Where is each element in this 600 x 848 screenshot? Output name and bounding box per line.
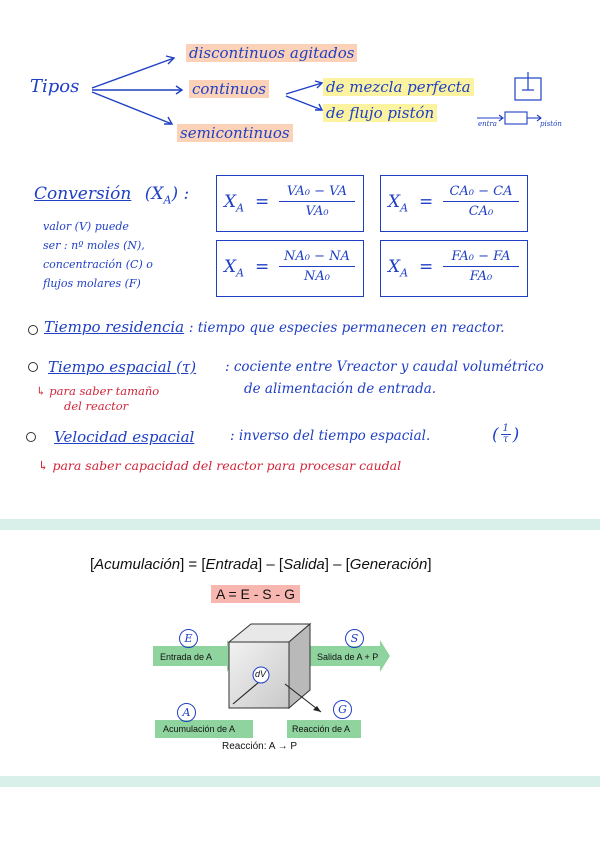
espacial-note-line2: del reactor (64, 399, 129, 413)
note-arrow-icon: ↳ (38, 458, 53, 473)
reaccion-label: Reacción de A (292, 724, 351, 734)
fraction-concentration (443, 184, 519, 219)
velocidad-note (38, 458, 401, 473)
fraction-volume (279, 184, 355, 219)
inverse-den: τ (502, 434, 509, 445)
conversion-symbol-close: ) : (171, 184, 190, 204)
espacial-note (36, 384, 159, 414)
circle-E-icon: E (179, 629, 198, 648)
bullet-circle (28, 362, 38, 372)
velocidad-fraction (492, 424, 519, 445)
formula-lhs: $X_A$ (388, 257, 409, 280)
fraction-numerator: NA₀ − NA (284, 249, 350, 264)
conversion-symbol: (X (144, 184, 164, 204)
mezcla-text: de mezcla perfecta (323, 78, 474, 96)
fraction-numerator: FA₀ − FA (451, 249, 511, 264)
conversion-note-line: concentración (C) o (43, 258, 153, 271)
formula-eq: = (419, 192, 434, 212)
formula-eq: = (419, 257, 434, 277)
velocidad-def: : inverso del tiempo espacial. (230, 428, 431, 444)
formula-box-concentration (380, 175, 528, 232)
formula-box-volume (216, 175, 364, 232)
fraction-moles (279, 249, 355, 284)
subtipo-mezcla (323, 78, 474, 96)
fraction-molar-flow (443, 249, 519, 284)
balance-short: A = E - S - G (211, 585, 300, 603)
residencia-term: Tiempo residencia (44, 318, 185, 336)
diagram-caption: Reacción: A → P (222, 741, 298, 752)
espacial-def-line2: de alimentación de entrada. (244, 381, 437, 397)
acumulacion-label: Acumulación de A (163, 724, 236, 734)
sketch-entra-label: entra (478, 120, 497, 128)
velocidad-note-text: para saber capacidad del reactor para procesar caudal (52, 458, 402, 473)
subtipo-flujo (323, 104, 437, 122)
tipo-semicontinuos (177, 124, 293, 142)
cube-dv-label: dV (255, 669, 267, 679)
circle-A-icon: A (177, 703, 196, 722)
balance-generacion: Generación (349, 556, 428, 573)
def-residencia (44, 318, 505, 336)
velocidad-term: Velocidad espacial (54, 428, 195, 446)
semicontinuos-text: semicontinuos (177, 124, 293, 142)
section-divider-top (0, 519, 600, 530)
conversion-title (34, 184, 189, 206)
flujo-text: de flujo pistón (323, 104, 437, 122)
formula-box-molar-flow (380, 240, 528, 297)
discontinuos-text: discontinuos agitados (186, 44, 357, 62)
formula-box-moles (216, 240, 364, 297)
fraction-numerator: CA₀ − CA (449, 184, 513, 199)
formula-lhs: $X_A$ (388, 192, 409, 215)
fraction-denominator: NA₀ (304, 269, 330, 284)
espacial-term: Tiempo espacial (τ) (48, 358, 197, 376)
stirred-tank-sketch (512, 72, 546, 102)
fraction-denominator: VA₀ (305, 204, 329, 219)
paren-close: ) (512, 424, 520, 445)
balance-salida: Salida (283, 556, 325, 573)
fraction-denominator: CA₀ (468, 204, 494, 219)
formula-lhs: $X_A$ (224, 257, 245, 280)
formula-lhs: $X_A$ (224, 192, 245, 215)
conversion-note-line: ser : nº moles (N), (43, 239, 145, 252)
note-arrow-icon: ↳ (36, 384, 50, 398)
inverse-num: 1 (502, 423, 509, 434)
tipos-label: Tipos (30, 76, 80, 97)
formula-eq: = (255, 257, 270, 277)
balance-entrada: Entrada (205, 556, 259, 573)
inverse-fraction (501, 424, 511, 445)
espacial-note-line1: ↳ para saber tamaño (36, 384, 160, 398)
balance-equation: [Acumulación] = [Entrada] – [Salida] – [Generación] (90, 556, 432, 573)
conversion-note (43, 217, 153, 293)
entrada-label: Entrada de A (160, 652, 213, 662)
conversion-note-line: valor (V) puede (43, 220, 129, 233)
tipo-continuos (189, 80, 269, 98)
fraction-denominator: FA₀ (469, 269, 493, 284)
bullet-circle (28, 325, 38, 335)
balance-acumulacion: Acumulación (94, 556, 181, 573)
conversion-symbol-sub: A (163, 193, 172, 207)
espacial-def-line1: : cociente entre Vreactor y caudal volumétrico (225, 359, 544, 375)
sketch-piston-label: pistón (540, 120, 562, 128)
fraction-numerator: VA₀ − VA (286, 184, 348, 199)
paren-open: ( (492, 424, 499, 445)
formula-eq: = (255, 192, 270, 212)
salida-label: Salida de A + P (317, 652, 379, 662)
bullet-circle (26, 432, 36, 442)
continuos-text: continuos (189, 80, 269, 98)
circle-G-icon: G (333, 700, 352, 719)
section-divider-bottom (0, 776, 600, 787)
circle-S-icon: S (345, 629, 364, 648)
conversion-note-line: flujos molares (F) (43, 277, 141, 290)
residencia-def: : tiempo que especies permanecen en reactor. (188, 320, 505, 336)
tipo-discontinuos (186, 44, 357, 62)
conversion-title-text: Conversión (34, 184, 132, 204)
